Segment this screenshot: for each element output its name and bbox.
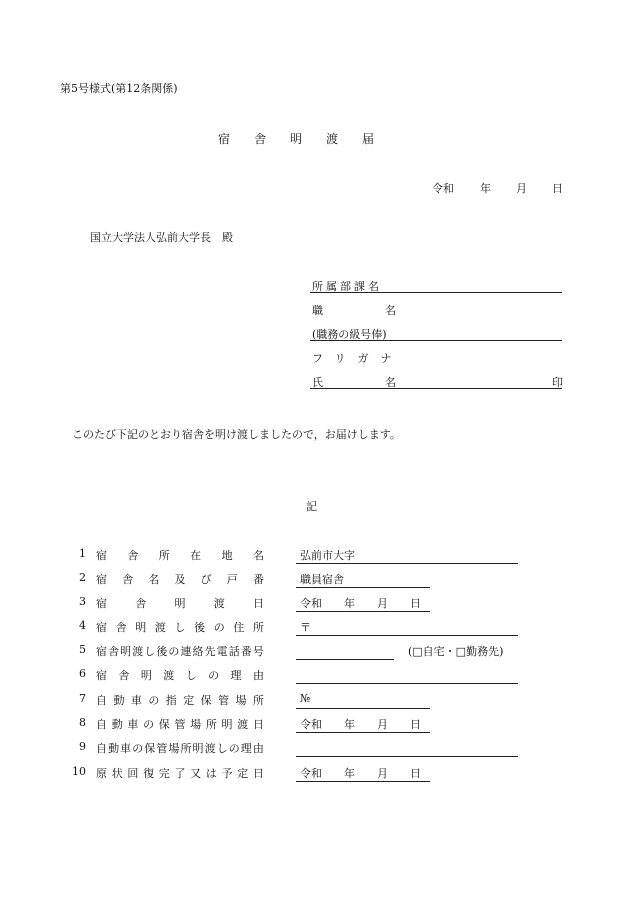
furigana-label: フリガナ xyxy=(312,352,404,365)
grade-label: (職務の級号俸) xyxy=(312,328,387,341)
seal-mark: 印 xyxy=(552,376,563,389)
item-fill-line[interactable] xyxy=(296,659,394,660)
item-value: № xyxy=(300,692,311,705)
item-label: 宿 舎 明 渡 し の 理 由 xyxy=(96,669,264,682)
name-label: 氏 名 xyxy=(312,376,396,389)
item-fill-line[interactable] xyxy=(296,781,430,782)
item-label: 宿 舎 名 及 び 戸 番 xyxy=(96,573,264,586)
item-number: 1 xyxy=(79,547,86,560)
item-fill-line[interactable] xyxy=(296,756,518,757)
date-day: 日 xyxy=(552,182,563,195)
item-fill-line[interactable] xyxy=(296,732,430,733)
item-fill-line[interactable] xyxy=(296,708,430,709)
grade-line[interactable] xyxy=(310,340,562,341)
item-fill-line[interactable] xyxy=(296,635,518,636)
item-label: 自 動 車 の 保 管 場 所 明 渡 し の 理 由 xyxy=(96,742,264,755)
item-number: 10 xyxy=(72,765,86,778)
addressee: 国立大学法人弘前大学長 殿 xyxy=(90,231,233,244)
date-month: 月 xyxy=(516,182,527,195)
item-value: 令和 年 月 日 xyxy=(300,718,421,731)
item-number: 2 xyxy=(79,571,86,584)
item-label: 宿 舎 明 渡 し 後 の 住 所 xyxy=(96,621,264,634)
item-value: 〒 xyxy=(300,621,311,634)
form-number: 第5号様式(第12条関係) xyxy=(60,82,178,95)
item-label: 宿 舎 所 在 地 名 xyxy=(96,549,264,562)
item-label: 自 動 車 の 指 定 保 管 場 所 xyxy=(96,694,264,707)
post-label-text: 職 名 xyxy=(312,304,396,317)
item-label: 自 動 車 の 保 管 場 所 明 渡 日 xyxy=(96,718,264,731)
date-year: 年 xyxy=(480,182,491,195)
item-fill-line[interactable] xyxy=(296,563,518,564)
page-title: 宿 舎 明 渡 届 xyxy=(218,132,375,146)
item-fill-line[interactable] xyxy=(296,587,430,588)
item-label: 宿 舎 明 渡 し 後 の 連 絡 先 電 話 番 号 xyxy=(96,645,264,658)
statement: このたび下記のとおり宿舎を明け渡しましたので，お届けします。 xyxy=(72,428,401,441)
item-number: 7 xyxy=(79,692,86,705)
date-era: 令和 xyxy=(432,182,454,195)
item-value: 令和 年 月 日 xyxy=(300,597,421,610)
item-number: 3 xyxy=(79,595,86,608)
dept-label: 所属部課名 xyxy=(312,280,382,293)
ki-heading: 記 xyxy=(306,500,317,513)
name-line[interactable] xyxy=(310,388,562,389)
item-number: 5 xyxy=(79,643,86,656)
item-label: 宿 舎 明 渡 日 xyxy=(96,597,264,610)
item-label: 原 状 回 復 完 了 又 は 予 定 日 xyxy=(96,767,264,780)
item-number: 9 xyxy=(79,740,86,753)
item-number: 6 xyxy=(79,667,86,680)
item-value: 職員宿舎 xyxy=(300,573,344,586)
item-fill-line[interactable] xyxy=(296,611,430,612)
dept-line[interactable] xyxy=(310,292,562,293)
post-label xyxy=(312,302,396,318)
item-fill-line[interactable] xyxy=(296,683,518,684)
item-number: 8 xyxy=(79,716,86,729)
item-value: (□自宅・□勤務先) xyxy=(408,645,504,658)
item-number: 4 xyxy=(79,619,86,632)
item-value: 令和 年 月 日 xyxy=(300,767,421,780)
item-value: 弘前市大字 xyxy=(300,549,355,562)
